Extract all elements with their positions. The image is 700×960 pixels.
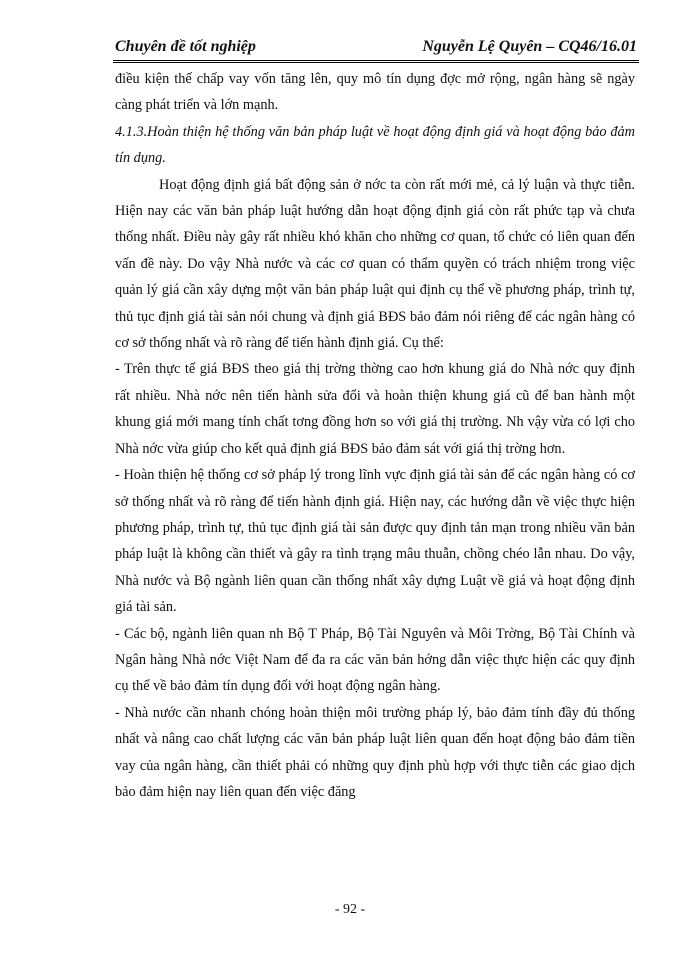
list-item-pricing: - Trên thực tế giá BĐS theo giá thị trờng thờng cao hơn khung giá do Nhà nớc quy định rất nhiều. Nhà nớc nên tiến hành sửa đổi và hoàn thiện khung giá cũ để ban hành một khung giá mới mang tính chất tơng đồng hơn so với giá thị trường. Nh vậy vừa có lợi cho Nhà nớc vừa giúp cho kết quả định giá BĐS bảo đảm sát với giá thị trờng hơn. xyxy=(115,361,635,457)
main-paragraph: Hoạt động định giá bất động sản ở nớc ta còn rất mới mẻ, cả lý luận và thực tiễn. Hiện nay các văn bản pháp luật hướng dẫn hoạt động định giá còn rất phức tạp và chưa thống nhất. Điều này gây rất nhiều khó khăn cho những cơ quan, tổ chức có liên quan đến vấn đề này. Do vậy Nhà nước và các cơ quan có thẩm quyền có trách nhiệm trong việc quản lý giá cần xây dựng một văn bản pháp luật qui định cụ thể về phương pháp, trình tự, thủ tục định giá tài sản nói chung và định giá BĐS bảo đảm nói riêng để các ngân hàng có cơ sở thống nhất và rõ ràng để tiến hành định giá. Cụ thể: xyxy=(115,176,635,352)
section-heading: 4.1.3.Hoàn thiện hệ thống văn bản pháp luật về hoạt động định giá và hoạt động bảo đảm tín dụng. xyxy=(115,123,635,167)
header-title: Chuyên đề tốt nghiệp xyxy=(115,38,256,55)
page-header xyxy=(113,38,639,63)
list-item-ministries: - Các bộ, ngành liên quan nh Bộ T Pháp, Bộ Tài Nguyên và Môi Trờng, Bộ Tài Chính và Ngân hàng Nhà nớc Việt Nam để đa ra các văn bản hớng dẫn việc thực hiện các quy định cụ thể về bảo đảm tín dụng đối với hoạt động ngân hàng. xyxy=(115,625,635,695)
intro-paragraph: điều kiện thế chấp vay vốn tăng lên, quy mô tín dụng đợc mở rộng, ngân hàng sẽ ngày càng phát triển và lớn mạnh. xyxy=(115,71,635,114)
list-item-legal-environment: - Nhà nước cần nhanh chóng hoàn thiện môi trường pháp lý, bảo đảm tính đầy đủ thống nhất và nâng cao chất lượng các văn bản pháp luật liên quan đến hoạt động bảo đảm tiền vay của ngân hàng, cần thiết phải có những quy định phù hợp với thực tiễn các giao dịch bảo đảm hiện nay liên quan đến việc đăng xyxy=(115,704,635,800)
page-number: - 92 - xyxy=(334,902,366,917)
list-item-legal-basis: - Hoàn thiện hệ thống cơ sở pháp lý trong lĩnh vực định giá tài sản để các ngân hàng có cơ sở thống nhất và rõ ràng để tiến hành định giá. Hiện nay, các hướng dẫn về việc thực hiện phương pháp, trình tự, thủ tục định giá tài sản được quy định tản mạn trong nhiều văn bản pháp luật là không cần thiết và gây ra tình trạng mâu thuẫn, chồng chéo lẫn nhau. Do vậy, Nhà nước và Bộ ngành liên quan cần thống nhất xây dựng Luật về giá và hoạt động định giá tài sản. xyxy=(115,467,635,616)
document-body xyxy=(115,66,635,805)
header-author: Nguyễn Lệ Quyên – CQ46/16.01 xyxy=(422,38,637,55)
